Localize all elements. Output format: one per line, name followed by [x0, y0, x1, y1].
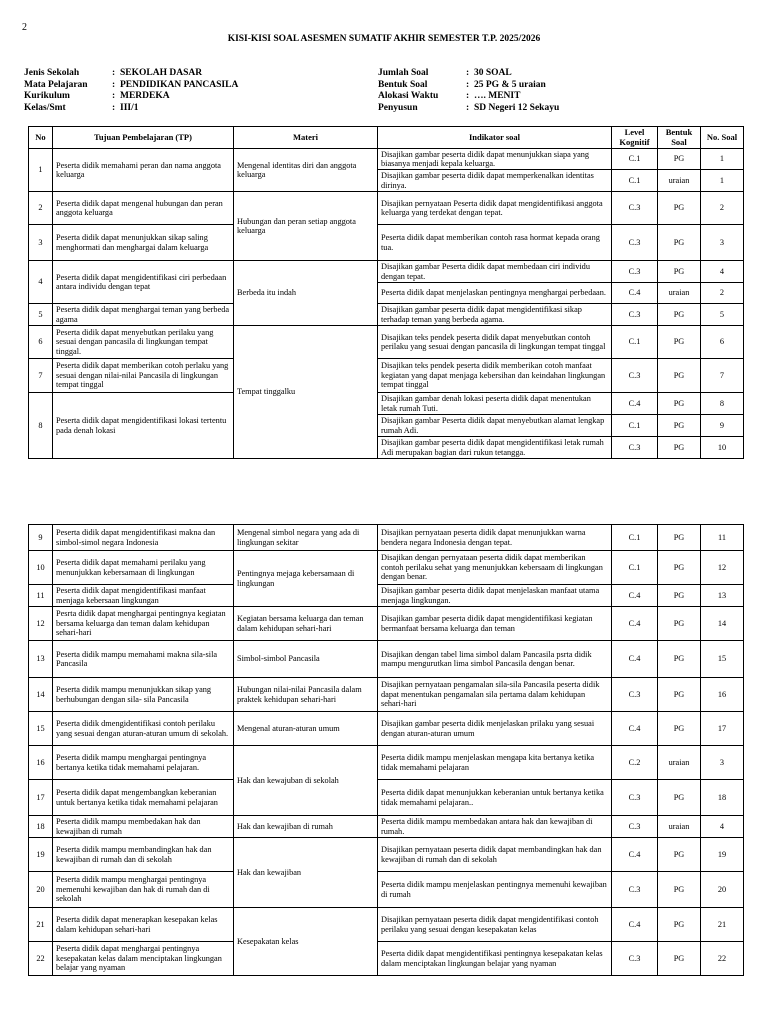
table-row: Peserta didik dapat menjelaskan pentingnya menghargai perbedaan. C.4 uraian 2 [29, 283, 744, 304]
table-row: 7 Peserta didik dapat memberikan cotoh perlaku yang sesuai dengan nilai-nilai Pancasila di lingkungan tempat tinggal Disajikan teks pendek peserta didik memberikan cotoh manfaat kegiatan yang dapat menjaga kebersihan dan keindahan lingkungan tempat tinggal C.3 PG 7 [29, 359, 744, 393]
info-row: Mata Pelajaran : PENDIDIKAN PANCASILA [24, 79, 239, 90]
table-row: 2 Peserta didik dapat mengenal hubungan dan peran anggota keluarga Hubungan dan peran setiap anggota keluarga Disajikan pernyataan Peserta didik dapat mengidentifikasi anggota keluarga yang terdekat dengan tepat. C.3 PG 2 [29, 192, 744, 225]
page-number: 2 [22, 22, 27, 33]
table-row: 1 Peserta didik memahami peran dan nama anggota keluarga Mengenal identitas diri dan anggota keluarga Disajikan gambar peserta didik dapat menunjukkan siapa yang biasanya menjadi kepala keluarga. C.1 PG 1 [29, 149, 744, 170]
header-tp: Tujuan Pembelajaran (TP) [53, 127, 234, 149]
info-row: Penyusun : SD Negeri 12 Sekayu [378, 102, 560, 113]
table-row: 22 Peserta didik dapat menghargai pentingnya kesepakatan kelas dalam menciptakan lingkungan belajar yang nyaman Peserta didik dapat mengidentifikasi pentingnya kesepakatan kelas dalam menciptakan lingkungan belajar yang nyaman C.3 PG 22 [29, 942, 744, 976]
table-row: 20 Peserta didik mampu menghargai pentingnya memenuhi kewajiban dan hak di rumah dan di sekolah Peserta didik mampu menjelaskan pentingnya memenuhi kewajiban di rumah C.3 PG 20 [29, 872, 744, 908]
table-row: 6 Peserta didik dapat menyebutkan perilaku yang sesuai dengan pancasila di lingkungan tempat tinggal. Tempat tinggalku Disajikan teks pendek peserta didik dapat menyebutkan contoh perilaku yang sesuai dengan pancasila di lingkungan tempat tinggal C.1 PG 6 [29, 326, 744, 359]
table-row: 4 Peserta didik dapat mengidentifikasi ciri perbedaan antara individu dengan tepat Berbeda itu indah Disajikan gambar Peserta didik dapat membedaan ciri individu dengan tepat. C.3 PG 4 [29, 261, 744, 283]
header-level: Level Kognitif [612, 127, 658, 149]
table-row: 10 Peserta didik dapat memahami perilaku yang menunjukkan kebersamaan di lingkungan Pentingnya mejaga kebersamaan di lingkungan Disajikan dengan pernyataan peserta didik dapat memberikan contoh perilaku sehat yang menunjukkan kebersaam di lingkungan dengan benar. C.1 PG 12 [29, 551, 744, 585]
table-row: 21 Peserta didik dapat menerapkan kesepakan kelas dalam kehidupan sehari-hari Kesepakatan kelas Disajikan pernyataan peserta didik dapat mengidentifikasi contoh perilaku yang sesuai dengan kesepakatan kelas C.4 PG 21 [29, 908, 744, 942]
table-row: 9 Peserta didik dapat mengidentifikasi makna dan simbol-simol negara Indonesia Mengenal simbol negara yang ada di lingkungan sekitar Disajikan pernyataan peserta didik dapat menunjukkan warna bendera negara Indonesia dengan tepat. C.1 PG 11 [29, 525, 744, 551]
table-row: 19 Peserta didik mampu membandingkan hak dan kewajiban di rumah dan di sekolah Hak dan kewajiban Disajikan pernyataan peserta didik dapat membandingkan hak dan kewajiban di rumah dan di sekolah C.4 PG 19 [29, 838, 744, 872]
table-row: 16 Peserta didik mampu menghargai pentingnya bertanya ketika tidak memahami pelajaran. Hak dan kewajuban di sekolah Peserta didik mampu menjelaskan mengapa kita bertanya ketika tidak memahami pelajaran C.2 uraian 3 [29, 746, 744, 780]
table-row: Disajikan gambar peserta didik dapat mengidentifikasi letak rumah Adi merupakan bagian dari rukun tetangga. C.3 PG 10 [29, 437, 744, 459]
table-row: 11 Peserta didik dapat mengidentifikasi manfaat menjaga kebersaan lingkungan Disajikan gambar peserta didik dapat menjelaskan manfaat utama menjaga lingkungan. C.4 PG 13 [29, 585, 744, 607]
table-row: 17 Peserta didik dapat mengembangkan keberanian untuk bertanya ketika tidak memahami pelajaran Peserta didik dapat menunjukkan keberanian untuk bertanya ketika tidak memahami pelajaran.. C.3 PG 18 [29, 780, 744, 816]
info-row: Jenis Sekolah : SEKOLAH DASAR [24, 68, 203, 78]
table-row: 8 Peserta didik dapat mengidentifikasi lokasi tertentu pada denah lokasi Disajikan gambar denah lokasi peserta didik dapat menentukan letak rumah Tuti. C.4 PG 8 [29, 393, 744, 415]
info-row: Jumlah Soal : 30 SOAL [378, 68, 512, 78]
header-bentuk: Bentuk Soal [658, 127, 701, 149]
table-row: 13 Peserta didik mampu memahami makna sila-sila Pancasila Simbol-simbol Pancasila Disajikan dengan tabel lima simbol dalam Pancasila psrta didik mampu mengurutkan lima simbol Pancasila dengan benar. C.4 PG 15 [29, 641, 744, 678]
table-row: 15 Peserta didik dmengidentifikasi contoh perilaku yang sesuai dengan aturan-aturan umum di sekolah. Mengenal aturan-aturan umum Disajikan gambar peserta didik menjelaskan prilaku yang sesuai dengan aturan-aturan umum C.4 PG 17 [29, 712, 744, 746]
grid-table-1 [28, 126, 744, 459]
table-row: Disajikan gambar Peserta didik dapat menyebutkan alamat lengkap rumah Adi. C.1 PG 9 [29, 415, 744, 437]
table-row: 12 Pesrta didik dapat menghargai pentingnya kegiatan bersama keluarga dan teman dalam kehidupan sehari-hari Kegiatan bersama keluarga dan teman dalam kehidupan sehari-hari Disajikan gambar peserta didik dapat mengidentifikasi kegiatan bermanfaat bersama keluarga dan teman C.4 PG 14 [29, 607, 744, 641]
header-nosoal: No. Soal [701, 127, 744, 149]
info-row: Alokasi Waktu : …. MENIT [378, 91, 521, 101]
header-indikator: Indikator soal [378, 127, 612, 149]
info-row: Bentuk Soal : 25 PG & 5 uraian [378, 79, 546, 90]
info-row: Kelas/Smt : III/1 [24, 102, 139, 113]
info-right [378, 68, 559, 114]
document-title: KISI-KISI SOAL ASESMEN SUMATIF AKHIR SEMESTER T.P. 2025/2026 [227, 34, 541, 44]
table-row: 18 Peserta didik mampu membedakan hak dan kewajiban di rumah Hak dan kewajiban di rumah Peserta didik mampu membedakan antara hak dan kewajiban di rumah. C.3 uraian 4 [29, 816, 744, 838]
info-left [24, 68, 238, 114]
header-no: No [29, 127, 53, 149]
table-row: 3 Peserta didik dapat menunjukkan sikap saling menghormati dan menghargai dalam keluarga Peserta didik dapat memberikan contoh rasa hormat kepada orang tua. C.3 PG 3 [29, 225, 744, 261]
grid-table-2 [28, 524, 744, 976]
table-row: 5 Peserta didik dapat menghargai teman yang berbeda agama Disajikan gambar peserta didik dapat mengidentifikasi sikap terhadap teman yang berbeda agama. C.3 PG 5 [29, 304, 744, 326]
table-row: Disajikan gambar peserta didik dapat memperkenalkan identitas dirinya. C.1 uraian 1 [29, 170, 744, 192]
info-row: Kurikulum : MERDEKA [24, 91, 170, 101]
table-row: 14 Peserta didik mampu menunjukkan sikap yang berhubungan dengan sila- sila Pancasila Hubungan nilai-nilai Pancasila dalam praktek kehidupan sehari-hari Disajikan pernyataan pengamalan sila-sila Pancasila peserta didik dapat menentukan pengamalan sila pertama dalam kehidupan sehari-hari C.3 PG 16 [29, 678, 744, 712]
header-materi: Materi [234, 127, 378, 149]
